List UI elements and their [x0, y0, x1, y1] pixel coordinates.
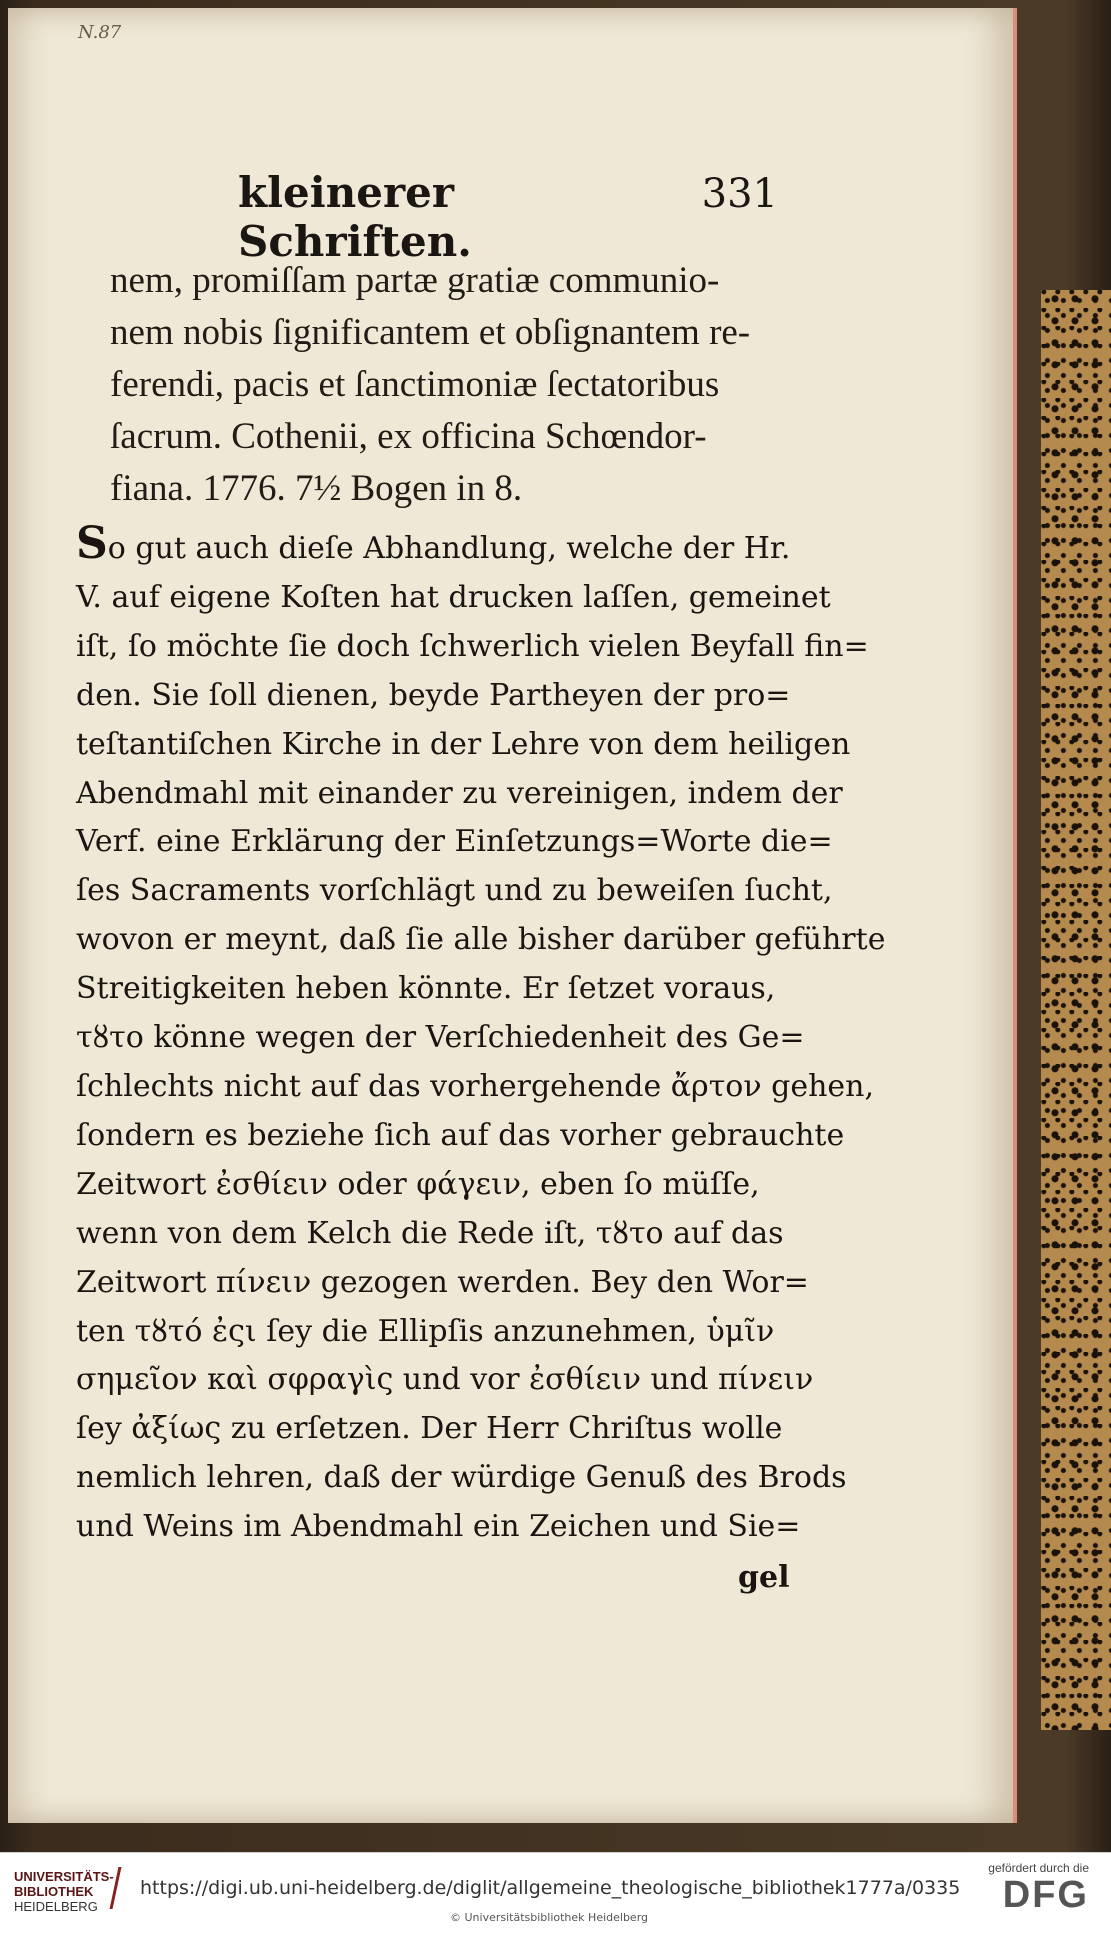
running-title: kleinerer Schriften.	[238, 168, 472, 266]
body-line: ſchlechts nicht auf das vorhergehende ἄρτον gehen,	[76, 1068, 875, 1104]
drop-cap: S	[76, 518, 108, 569]
body-line: wenn von dem Kelch die Rede iſt, τȣτο auf das	[76, 1215, 784, 1251]
footer-bar	[0, 1852, 1111, 1935]
body-line: ten τȣτό ἐςι ſey die Ellipſis anzunehmen, ὑμῖν	[76, 1313, 775, 1349]
body-line: V. auf eigene Koſten hat drucken laſſen, gemeinet	[76, 579, 831, 615]
body-line: und Weins im Abendmahl ein Zeichen und Sie=	[76, 1509, 801, 1545]
funded-by-label: gefördert durch die	[988, 1861, 1089, 1875]
library-logo-line: BIBLIOTHEK	[14, 1884, 94, 1899]
latin-line: nem nobis ſignificantem et obſignantem re-	[110, 312, 751, 353]
body-line: wovon er meynt, daß ſie alle bisher darüber geführte	[76, 922, 886, 958]
body-line: Streitigkeiten heben könnte. Er ſetzet voraus,	[76, 971, 776, 1007]
body-line: teſtantiſchen Kirche in der Lehre von dem heiligen	[76, 726, 851, 762]
body-line: Zeitwort ἐσθίειν oder φάγειν, eben ſo müſſe,	[76, 1166, 760, 1202]
body-text	[76, 518, 886, 1552]
latin-line: ferendi, pacis et ſanctimoniæ ſectatoribus	[110, 364, 720, 405]
body-line: Zeitwort πίνειν gezogen werden. Bey den Wor=	[76, 1264, 809, 1300]
book-edge	[1041, 290, 1111, 1730]
body-line: Verf. eine Erklärung der Einſetzungs=Worte die=	[76, 824, 833, 860]
dfg-logo	[969, 1861, 1089, 1915]
body-line: ſey ἀξίως zu erſetzen. Der Herr Chriſtus wolle	[76, 1411, 783, 1447]
body-line: Abendmahl mit einander zu vereinigen, indem der	[76, 775, 843, 811]
latin-line: ſacrum. Cothenii, ex officina Schœndor-	[110, 416, 707, 457]
body-line: σημεῖον καὶ σφραγὶς und vor ἐσθίειν und πίνειν	[76, 1362, 814, 1398]
body-line	[76, 518, 791, 574]
library-logo-line: UNIVERSITÄTS-	[14, 1869, 114, 1884]
permalink[interactable]: https://digi.ub.uni-heidelberg.de/diglit/allgemeine_theologische_bibliothek1777a/0335	[140, 1877, 961, 1899]
dfg-wordmark: DFG	[1002, 1874, 1089, 1916]
latin-line: nem, promiſſam partæ gratiæ communio-	[110, 260, 720, 301]
body-line: nemlich lehren, daß der würdige Genuß des Brods	[76, 1460, 847, 1496]
body-line: ſondern es beziehe ſich auf das vorher gebrauchte	[76, 1117, 845, 1153]
library-logo-line: HEIDELBERG	[14, 1899, 98, 1914]
body-line: ſes Sacraments vorſchlägt und zu beweiſen ſucht,	[76, 873, 833, 909]
page-number: 331	[701, 171, 778, 217]
body-line: iſt, ſo möchte ſie doch ſchwerlich vielen Beyfall fin=	[76, 628, 869, 664]
catchword: gel	[738, 1560, 790, 1595]
latin-title-block	[110, 255, 790, 515]
page-tag: N.87	[78, 22, 122, 43]
body-line: τȣτο könne wegen der Verſchiedenheit des Ge=	[76, 1020, 805, 1056]
running-head	[238, 168, 778, 266]
body-line-text: o gut auch dieſe Abhandlung, welche der Hr.	[107, 531, 791, 566]
copyright-notice: © Universitätsbibliothek Heidelberg	[450, 1911, 649, 1924]
latin-line: fiana. 1776. 7½ Bogen in 8.	[110, 468, 523, 509]
body-line: den. Sie ſoll dienen, beyde Partheyen der pro=	[76, 677, 791, 713]
